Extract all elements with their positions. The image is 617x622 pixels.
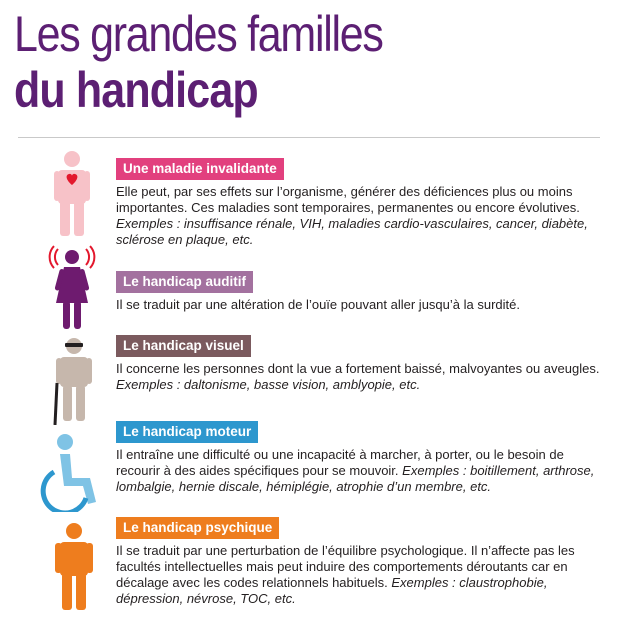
person-sound-waves-icon [48, 245, 96, 331]
section-handicap-moteur [116, 421, 602, 495]
section-text: Il concerne les personnes dont la vue a fortement baissé, malvoyantes ou aveugles. Exemples : daltonisme, basse vision, amblyopie, etc. [116, 361, 600, 392]
person-heart-icon [52, 151, 92, 237]
section-text: Il se traduit par une perturbation de l’équilibre psychologique. Il n’affecte pas les facultés intellectuelles mais peut induire des comportements déroutants car en décalage avec les codes relationnels habituels. Exemples : claustrophobie, dépression, névrose, TOC, etc. [116, 543, 575, 606]
section-badge: Une maladie invalidante [116, 158, 284, 180]
section-maladie-invalidante [116, 158, 602, 248]
section-handicap-visuel [116, 335, 602, 393]
section-text: Elle peut, par ses effets sur l’organisme, générer des déficiences plus ou moins importantes. Ces maladies sont temporaires, permanentes ou encore évolutives. Exemples : insuffisance rénale, VIH, maladies cardio-vasculaires, cancer, diabète, sclérose en plaque, etc. [116, 184, 588, 247]
person-orange-icon [54, 523, 94, 611]
title-line-2: du handicap [14, 62, 258, 118]
section-badge: Le handicap auditif [116, 271, 253, 293]
divider [18, 137, 600, 138]
section-badge: Le handicap moteur [116, 421, 258, 443]
title-line-1: Les grandes familles [14, 6, 383, 62]
wheelchair-icon [34, 432, 104, 512]
section-badge: Le handicap psychique [116, 517, 279, 539]
section-handicap-auditif [116, 271, 602, 313]
section-handicap-psychique [116, 517, 602, 607]
page-title [14, 6, 443, 118]
section-text: Il entraîne une difficulté ou une incapacité à marcher, à porter, ou le besoin de recourir à des aides spécifiques pour se mouvoir. Exemples : boitillement, arthrose, lombalgie, hernie discale, hémiplégie, atrophie d’un membre, etc. [116, 447, 595, 494]
person-cane-sunglasses-icon [50, 337, 94, 425]
section-text: Il se traduit par une altération de l’ouïe pouvant aller jusqu’à la surdité. [116, 297, 520, 312]
section-badge: Le handicap visuel [116, 335, 251, 357]
